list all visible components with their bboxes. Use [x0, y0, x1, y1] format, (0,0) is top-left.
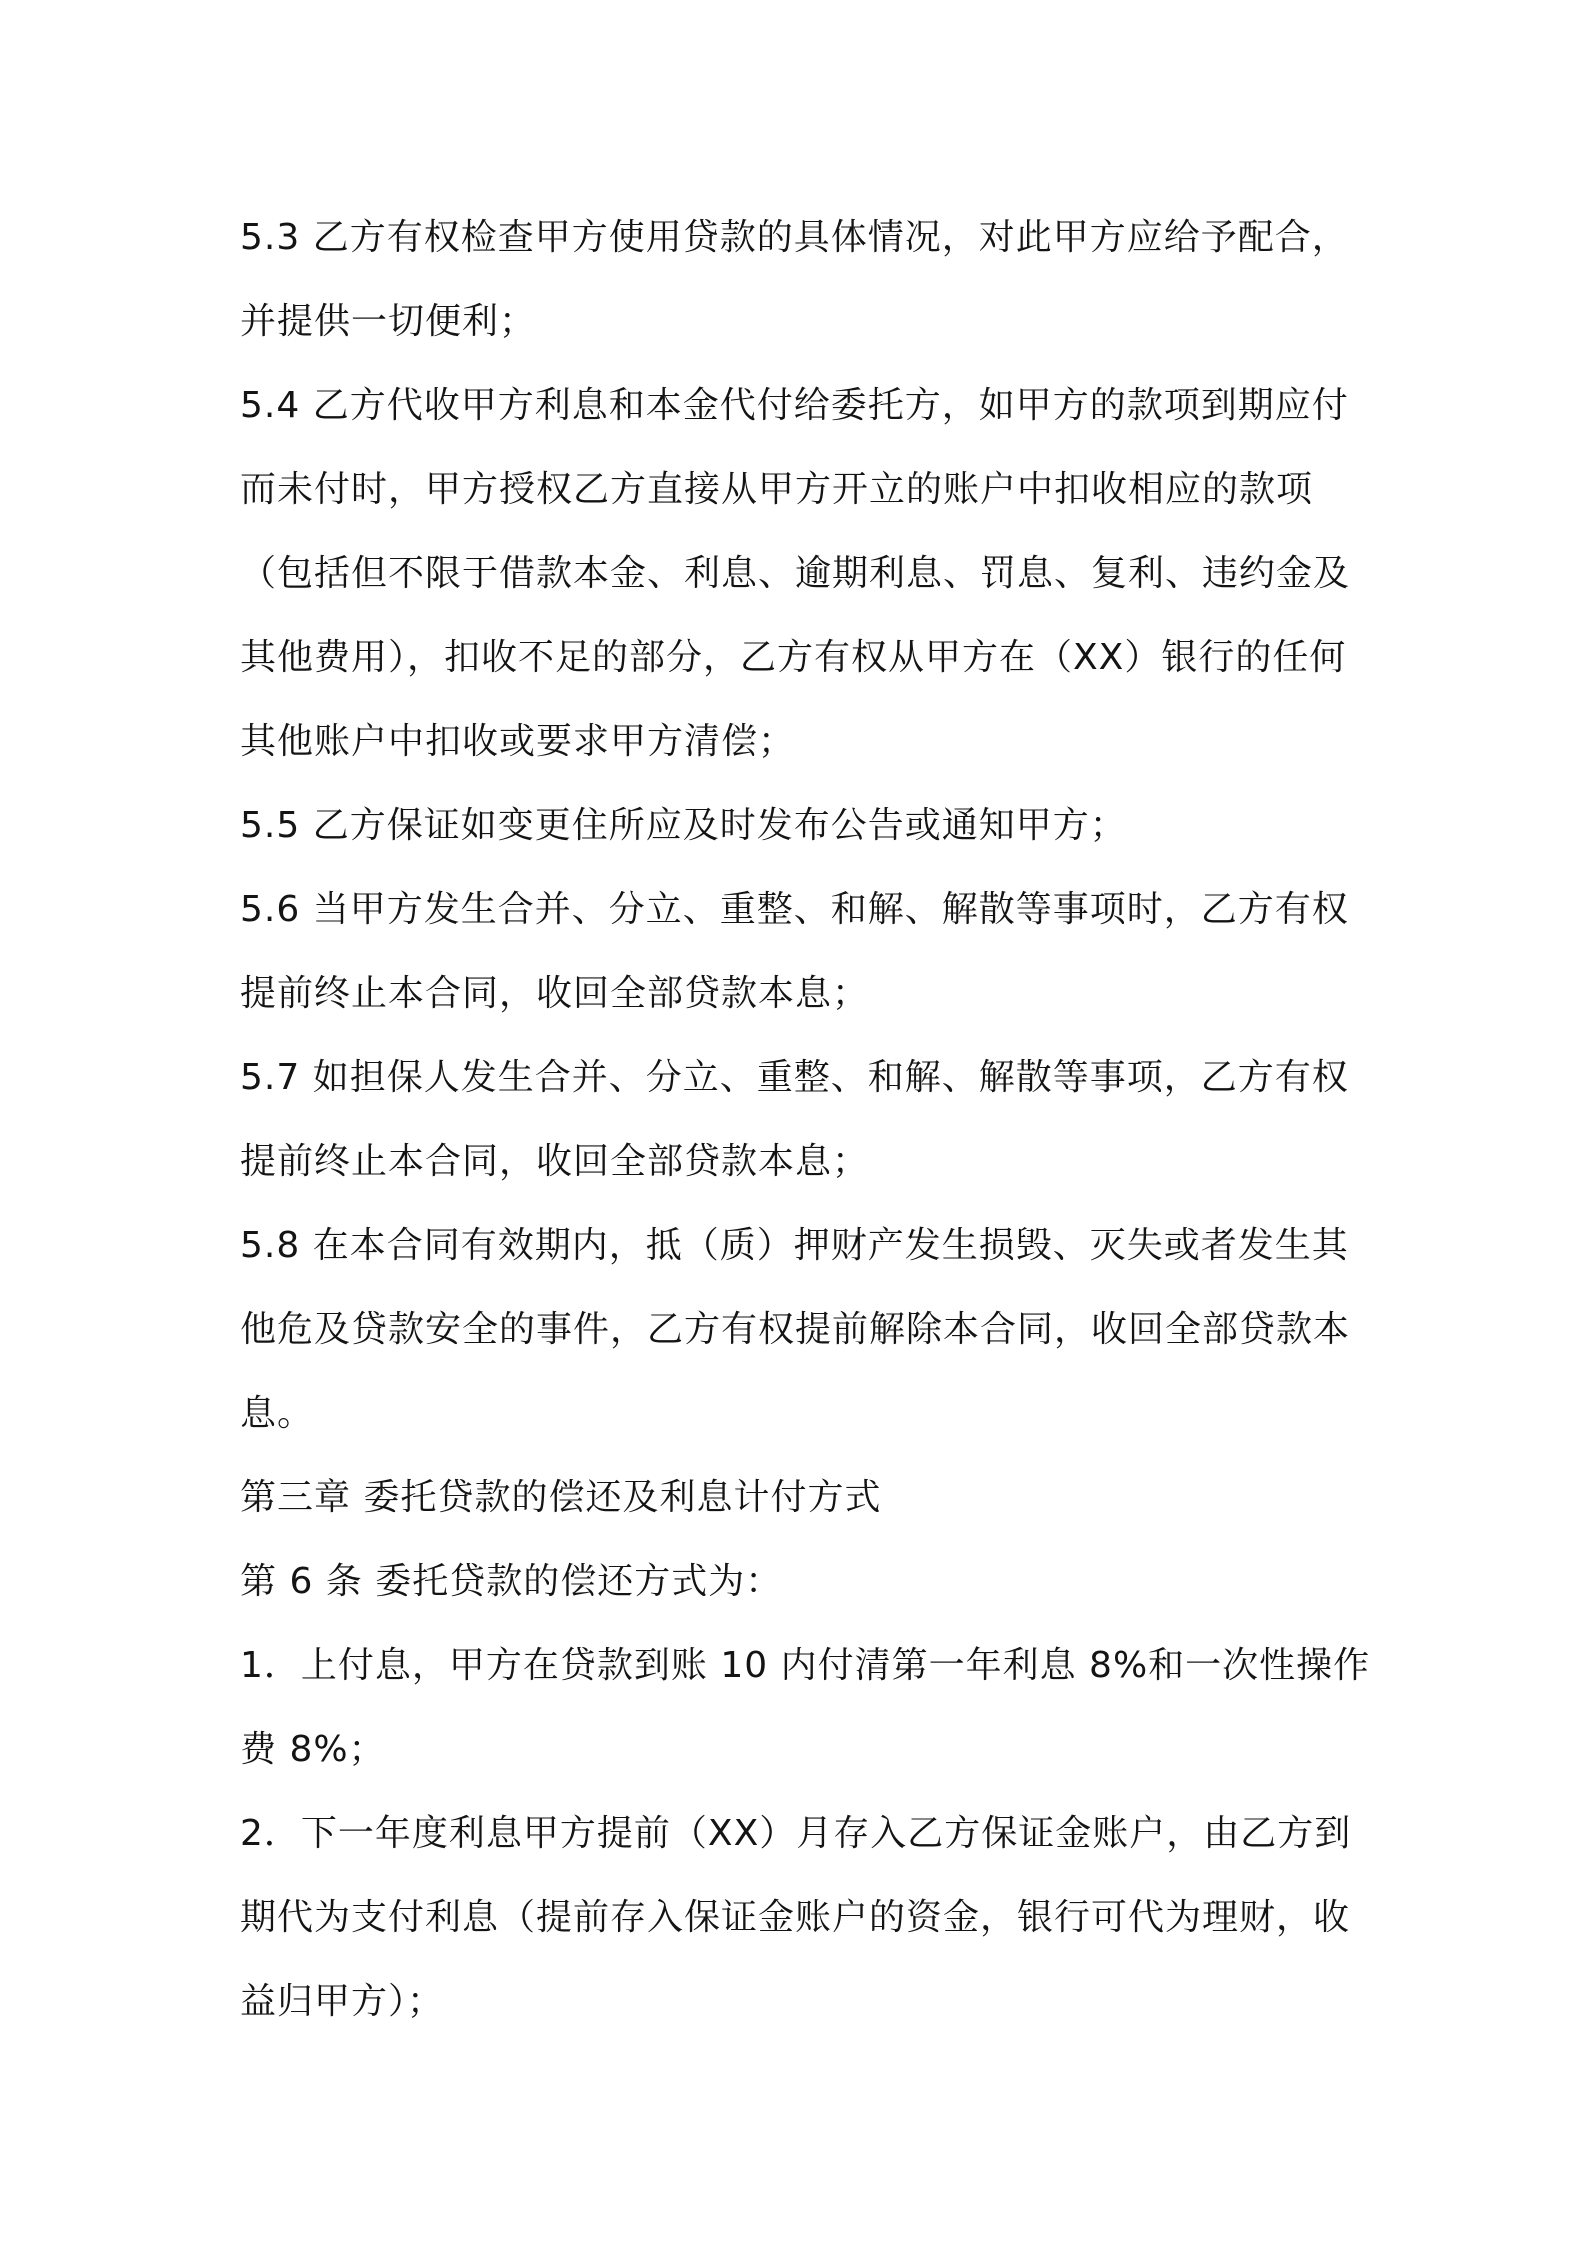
clause-5-4-line-3: （包括但不限于借款本金、利息、逾期利息、罚息、复利、违约金及 — [240, 553, 1351, 594]
item-2-line-3: 益归甲方）； — [240, 1981, 445, 2022]
document-body — [240, 196, 1371, 2044]
clause-5-4-line-2: 而未付时，甲方授权乙方直接从甲方开立的账户中扣收相应的款项 — [240, 469, 1314, 510]
clause-5-6-line-2: 提前终止本合同，收回全部贷款本息； — [240, 973, 870, 1014]
clause-5-3-line-2: 并提供一切便利； — [240, 301, 537, 342]
article-6-heading: 第 6 条 委托贷款的偿还方式为： — [240, 1561, 783, 1602]
clause-5-7-line-1: 5.7 如担保人发生合并、分立、重整、和解、解散等事项，乙方有权 — [240, 1057, 1349, 1098]
clause-5-8-line-3: 息。 — [240, 1393, 315, 1434]
item-2-line-2: 期代为支付利息（提前存入保证金账户的资金，银行可代为理财，收 — [240, 1897, 1351, 1938]
clause-5-4-line-5: 其他账户中扣收或要求甲方清偿； — [240, 721, 796, 762]
chapter-3-heading: 第三章 委托贷款的偿还及利息计付方式 — [240, 1477, 882, 1518]
clause-5-4-line-4: 其他费用），扣收不足的部分，乙方有权从甲方在（XX）银行的任何 — [240, 637, 1347, 678]
clause-5-5-line-1: 5.5 乙方保证如变更住所应及时发布公告或通知甲方； — [240, 805, 1127, 846]
clause-5-7-line-2: 提前终止本合同，收回全部贷款本息； — [240, 1141, 870, 1182]
item-1-line-1: 1．上付息，甲方在贷款到账 10 内付清第一年利息 8%和一次性操作 — [240, 1645, 1371, 1686]
clause-5-4-line-1: 5.4 乙方代收甲方利息和本金代付给委托方，如甲方的款项到期应付 — [240, 385, 1349, 426]
clause-5-6-line-1: 5.6 当甲方发生合并、分立、重整、和解、解散等事项时，乙方有权 — [240, 889, 1349, 930]
clause-5-8-line-2: 他危及贷款安全的事件，乙方有权提前解除本合同，收回全部贷款本 — [240, 1309, 1351, 1350]
item-1-line-2: 费 8%； — [240, 1729, 386, 1770]
clause-5-3-line-1: 5.3 乙方有权检查甲方使用贷款的具体情况，对此甲方应给予配合， — [240, 217, 1349, 258]
clause-5-8-line-1: 5.8 在本合同有效期内，抵（质）押财产发生损毁、灭失或者发生其 — [240, 1225, 1349, 1266]
item-2-line-1: 2．下一年度利息甲方提前（XX）月存入乙方保证金账户，由乙方到 — [240, 1813, 1352, 1854]
